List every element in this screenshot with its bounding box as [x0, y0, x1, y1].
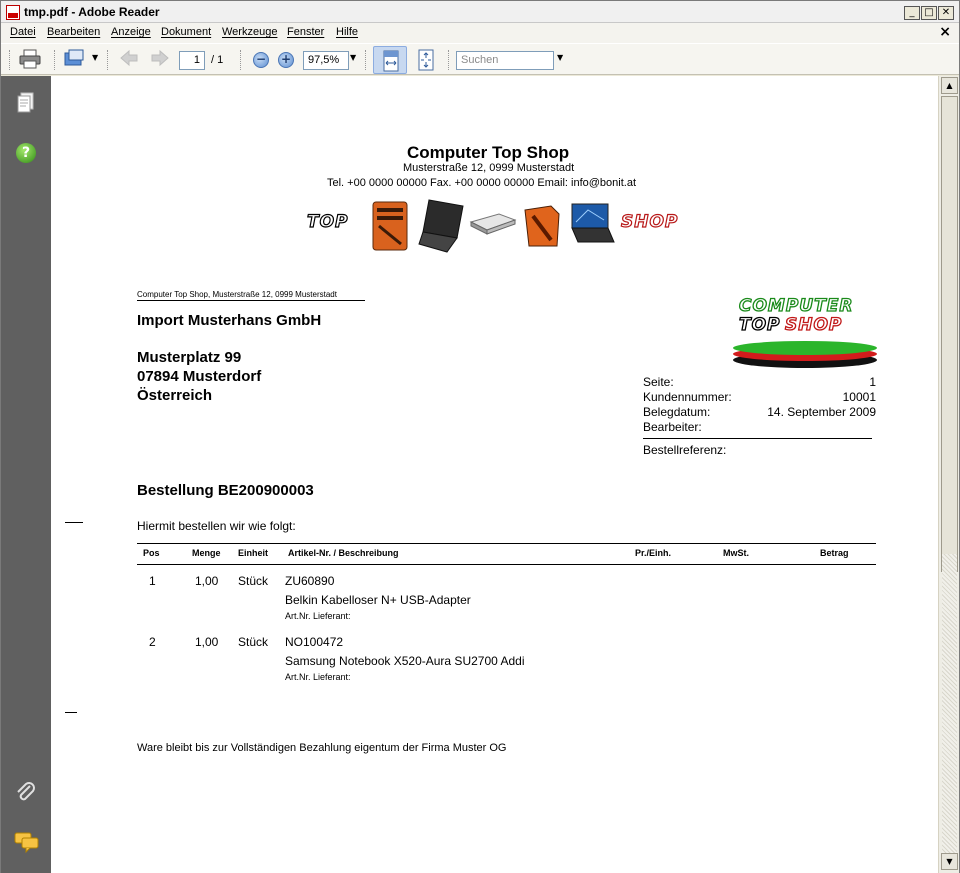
fit-page-icon[interactable]	[414, 49, 438, 71]
column-header-vat: MwSt.	[723, 548, 749, 558]
banner-notebook-image	[568, 200, 616, 252]
menu-bearbeiten[interactable]: Bearbeiten	[47, 26, 101, 38]
menu-fenster[interactable]: Fenster	[287, 26, 325, 38]
next-page-icon[interactable]	[148, 49, 172, 71]
banner-dvd-player-image	[469, 212, 517, 240]
recipient-company: Import Musterhans GmbH	[137, 312, 322, 329]
printer-icon[interactable]	[18, 49, 42, 71]
pdf-app-icon	[6, 5, 20, 20]
page-total: / 1	[211, 54, 224, 66]
recipient-street: Musterplatz 99	[137, 349, 242, 366]
page-number-input[interactable]: 1	[179, 51, 205, 70]
title-bar	[1, 1, 959, 23]
shop-contact: Tel. +00 0000 00000 Fax. +00 0000 00000 Email: info@bonit.at	[327, 177, 636, 189]
page-label: Seite:	[643, 375, 674, 389]
navigation-panel	[1, 76, 51, 873]
document-date-label: Belegdatum:	[643, 405, 711, 419]
toolbar-separator	[9, 50, 11, 70]
menu-werkzeuge[interactable]: Werkzeuge	[222, 26, 278, 38]
row-description: Belkin Kabelloser N+ USB-Adapter	[285, 593, 471, 607]
maximize-button[interactable]: □	[921, 6, 937, 20]
computer-top-shop-logo: COMPUTER TOP SHOP	[739, 296, 854, 335]
minimize-button[interactable]: _	[904, 6, 920, 20]
scrollbar-track[interactable]	[942, 554, 957, 854]
document-page[interactable]	[51, 76, 938, 873]
column-header-quantity: Menge	[192, 548, 221, 558]
fold-mark	[65, 712, 77, 713]
scrollbar-thumb[interactable]	[941, 96, 958, 572]
toolbar-separator	[365, 50, 367, 70]
close-button[interactable]: ✕	[938, 6, 954, 20]
row-unit: Stück	[238, 635, 269, 649]
row-supplier-article: Art.Nr. Lieferant:	[285, 672, 351, 682]
menu-datei[interactable]: Datei	[10, 26, 36, 38]
banner-laptop-image	[417, 198, 467, 258]
row-pos: 1	[149, 574, 156, 588]
column-header-unit: Einheit	[238, 548, 269, 558]
window-title: tmp.pdf - Adobe Reader	[24, 5, 160, 19]
fold-mark	[65, 522, 83, 523]
row-supplier-article: Art.Nr. Lieferant:	[285, 611, 351, 621]
row-quantity: 1,00	[195, 574, 219, 588]
zoom-out-icon[interactable]: −	[253, 52, 269, 68]
menu-anzeige[interactable]: Anzeige	[111, 26, 151, 38]
logo-discs-image	[731, 340, 881, 376]
search-input[interactable]: Suchen	[456, 51, 554, 70]
toolbar	[1, 43, 959, 75]
shop-street: Musterstraße 12, 0999 Musterstadt	[403, 162, 575, 174]
recipient-country: Österreich	[137, 387, 213, 404]
email-share-icon[interactable]	[63, 49, 87, 71]
comments-icon[interactable]	[14, 831, 38, 855]
column-header-amount: Betrag	[820, 548, 849, 558]
shop-name: Computer Top Shop	[407, 143, 570, 162]
order-intro-text: Hiermit bestellen wir wie folgt:	[137, 519, 296, 533]
column-header-article: Artikel-Nr. / Beschreibung	[288, 548, 399, 558]
row-quantity: 1,00	[195, 635, 219, 649]
table-top-rule	[137, 543, 876, 544]
scroll-up-icon[interactable]: ▲	[941, 77, 958, 94]
banner-shop-logo: SHOP	[621, 212, 679, 232]
toolbar-separator	[448, 50, 450, 70]
menu-bar	[1, 23, 959, 43]
toolbar-separator	[54, 50, 56, 70]
meta-divider	[643, 438, 872, 439]
sender-address-line: Computer Top Shop, Musterstraße 12, 0999 Musterstadt	[137, 290, 365, 301]
column-header-pos: Pos	[143, 548, 160, 558]
vertical-scrollbar[interactable]	[938, 76, 959, 873]
document-close-icon[interactable]: ×	[939, 24, 951, 40]
banner-gaming-pc-image	[521, 204, 563, 252]
previous-page-icon[interactable]	[117, 49, 141, 71]
banner-top-logo: TOP	[307, 212, 349, 232]
banner-pc-tower-image	[369, 200, 411, 256]
scroll-down-icon[interactable]: ▼	[941, 853, 958, 870]
share-dropdown-icon[interactable]: ▼	[92, 53, 99, 62]
retention-of-title-note: Ware bleibt bis zur Vollständigen Bezahlung eigentum der Firma Muster OG	[137, 742, 507, 754]
help-icon[interactable]: ?	[16, 143, 36, 163]
toolbar-separator	[107, 50, 109, 70]
order-title: Bestellung BE200900003	[137, 482, 314, 499]
order-reference-label: Bestellreferenz:	[643, 443, 727, 457]
column-header-unit-price: Pr./Einh.	[635, 548, 672, 558]
page-value: 1	[869, 375, 876, 389]
fit-width-button[interactable]	[373, 46, 407, 74]
menu-dokument[interactable]: Dokument	[161, 26, 212, 38]
zoom-dropdown-icon[interactable]: ▼	[350, 53, 357, 62]
row-pos: 2	[149, 635, 156, 649]
row-description: Samsung Notebook X520-Aura SU2700 Addi	[285, 654, 525, 668]
recipient-city: 07894 Musterdorf	[137, 368, 262, 385]
toolbar-separator	[240, 50, 242, 70]
customer-number-value: 10001	[842, 390, 876, 404]
zoom-level-input[interactable]: 97,5%	[303, 51, 349, 70]
editor-label: Bearbeiter:	[643, 420, 702, 434]
customer-number-label: Kundennummer:	[643, 390, 732, 404]
pages-icon[interactable]	[14, 91, 38, 115]
row-unit: Stück	[238, 574, 269, 588]
table-header-rule	[137, 564, 876, 565]
menu-hilfe[interactable]: Hilfe	[336, 26, 359, 38]
row-article-number: NO100472	[285, 635, 344, 649]
document-date-value: 14. September 2009	[767, 405, 876, 419]
zoom-in-icon[interactable]: +	[278, 52, 294, 68]
attachments-paperclip-icon[interactable]	[14, 781, 38, 805]
row-article-number: ZU60890	[285, 574, 335, 588]
search-dropdown-icon[interactable]: ▼	[557, 53, 564, 62]
